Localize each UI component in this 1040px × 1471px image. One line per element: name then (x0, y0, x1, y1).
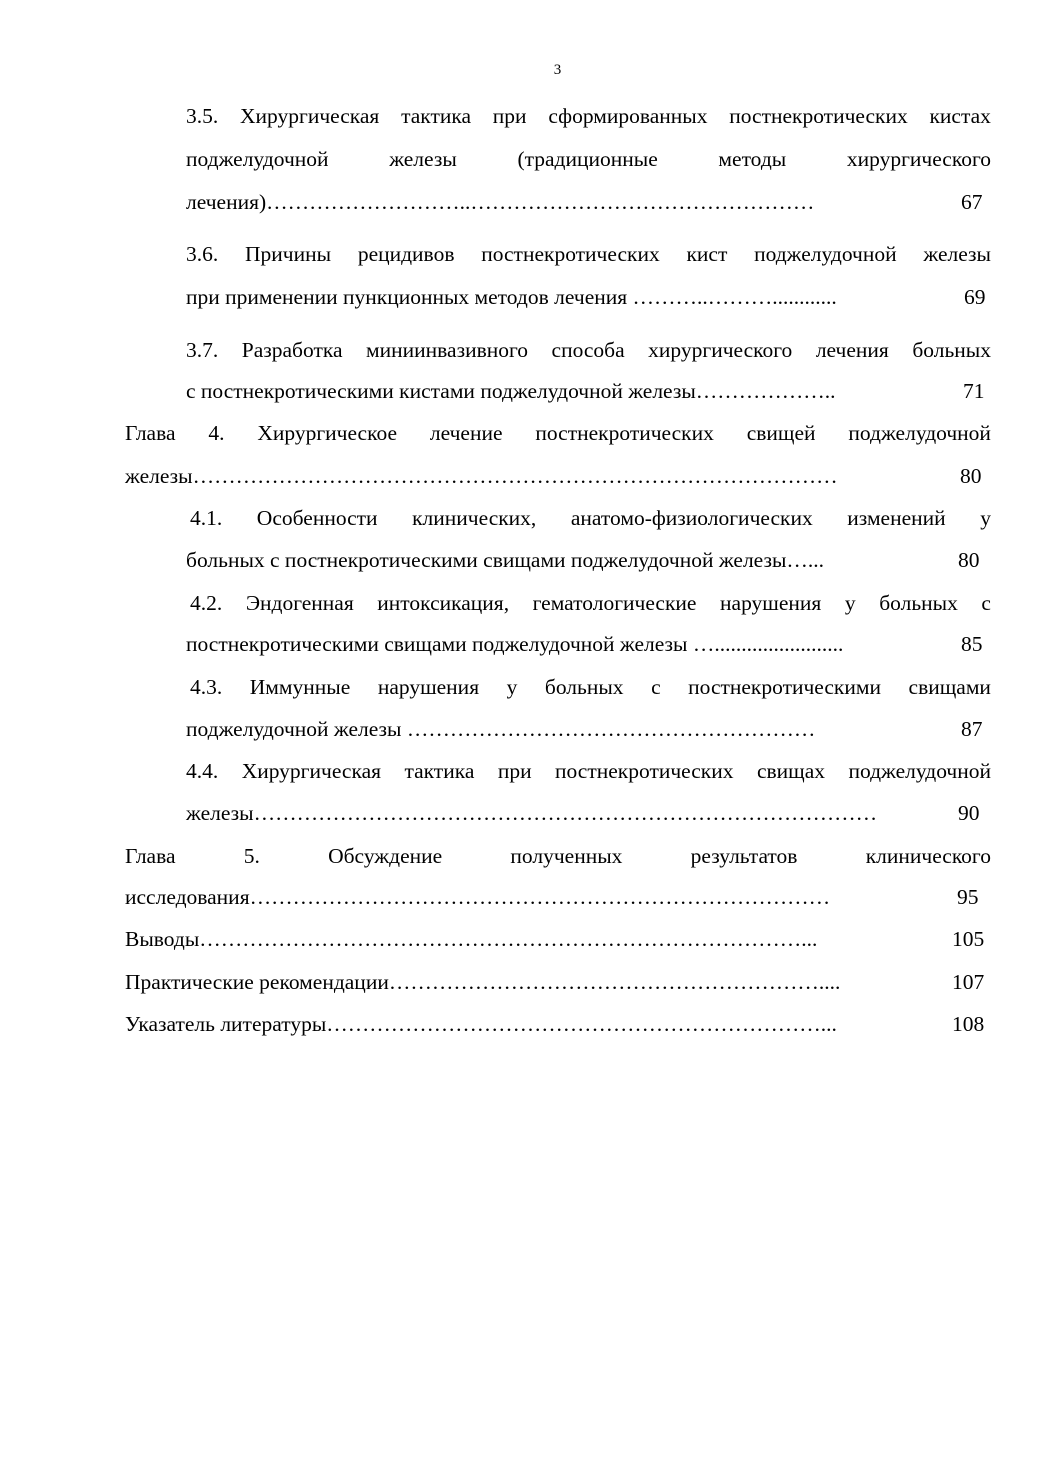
toc-chapter-5-leader: исследования……………………………………………………………………… (125, 885, 831, 909)
word: 3.5. (186, 104, 219, 128)
word: железы (389, 147, 457, 171)
word: методы (718, 147, 787, 171)
toc-entry-3-6-leader: при применении пункционных методов лечения ………..………............ (186, 285, 837, 309)
toc-conclusions-page: 105 (952, 927, 985, 951)
word: постнекротических (555, 759, 734, 783)
word: свищей (746, 421, 816, 445)
word: свищах (756, 759, 825, 783)
word: Хирургическая (241, 759, 381, 783)
word: 4. (208, 421, 225, 445)
word: с (651, 675, 661, 699)
toc-chapter-5-line-1 (125, 843, 991, 869)
toc-entry-4-4-line-1 (186, 758, 991, 784)
word: клинических, (412, 506, 537, 530)
word: (традиционные (517, 147, 658, 171)
word: клинического (865, 844, 991, 868)
word: больных (879, 591, 958, 615)
toc-recommendations-page: 107 (952, 970, 985, 994)
toc-entry-4-3-line-1 (190, 674, 991, 700)
word: нарушения (377, 675, 480, 699)
word: Обсуждение (328, 844, 443, 868)
word: сформированных (548, 104, 708, 128)
word: способа (551, 338, 625, 362)
word: Хирургическое (257, 421, 398, 445)
word: Эндогенная (245, 591, 354, 615)
toc-references-page: 108 (952, 1012, 985, 1036)
word: больных (544, 675, 624, 699)
toc-entry-3-5-line-2 (186, 146, 991, 172)
word: Иммунные (249, 675, 351, 699)
toc-entry-4-4-page: 90 (958, 801, 980, 825)
word: лечение (429, 421, 503, 445)
word: интоксикация, (377, 591, 510, 615)
toc-entry-3-6-line-1 (186, 241, 991, 267)
word: 3.7. (186, 338, 219, 362)
word: постнекротическими (688, 675, 881, 699)
word: железы (923, 242, 991, 266)
word: Особенности (256, 506, 378, 530)
word: лечения (815, 338, 889, 362)
word: рецидивов (357, 242, 455, 266)
word: 4.1. (190, 506, 223, 530)
word: с (981, 591, 991, 615)
toc-entry-3-7-page: 71 (963, 379, 985, 403)
toc-entry-4-3-page: 87 (961, 717, 983, 741)
toc-entry-4-2-line-1 (190, 590, 991, 616)
word: поджелудочной (754, 242, 897, 266)
word: 3.6. (186, 242, 219, 266)
word: при (497, 759, 532, 783)
word: гематологические (532, 591, 697, 615)
toc-chapter-4-leader: железы……………………………………………………………………………… (125, 464, 838, 488)
word: постнекротических (535, 421, 714, 445)
word: при (492, 104, 527, 128)
toc-recommendations-leader: Практические рекомендации…………………………………………………….... (125, 970, 841, 994)
word: изменений (847, 506, 946, 530)
word: Хирургическая (240, 104, 380, 128)
word: кист (686, 242, 728, 266)
toc-chapter-5-page: 95 (957, 885, 979, 909)
toc-entry-4-3-leader: поджелудочной железы ………………………………………………… (186, 717, 816, 741)
word: анатомо-физиологических (570, 506, 813, 530)
word: Глава (125, 844, 176, 868)
word: полученных (510, 844, 623, 868)
word: поджелудочной (848, 759, 991, 783)
toc-chapter-4-page: 80 (960, 464, 982, 488)
word: у (844, 591, 856, 615)
word: тактика (404, 759, 475, 783)
word: Разработка (241, 338, 343, 362)
page-number: 3 (553, 62, 562, 78)
toc-entry-4-2-page: 85 (961, 632, 983, 656)
toc-entry-3-5-line-1 (186, 103, 991, 129)
toc-chapter-4-line-1 (125, 420, 991, 446)
word: поджелудочной (186, 147, 329, 171)
word: постнекротических (729, 104, 908, 128)
toc-entry-3-7-line-1 (186, 337, 991, 363)
toc-entry-4-4-leader: железы…………………………………………………………………………… (186, 801, 878, 825)
word: у (980, 506, 991, 530)
toc-entry-3-7-leader: с постнекротическими кистами поджелудочной железы……………….. (186, 379, 836, 403)
word: свищами (908, 675, 991, 699)
word: 5. (243, 844, 260, 868)
toc-entry-4-1-line-1 (190, 505, 991, 531)
toc-entry-3-5-leader: лечения)………………………..………………………………………… (186, 190, 815, 214)
word: 4.4. (186, 759, 219, 783)
word: постнекротических (481, 242, 660, 266)
toc-conclusions-leader: Выводы…………………………………………………………………………... (125, 927, 818, 951)
word: кистах (929, 104, 991, 128)
word: Причины (245, 242, 332, 266)
toc-entry-3-5-page: 67 (961, 190, 983, 214)
word: хирургического (648, 338, 793, 362)
word: 4.2. (190, 591, 223, 615)
toc-entry-4-1-leader: больных с постнекротическими свищами поджелудочной железы…... (186, 548, 825, 572)
word: нарушения (720, 591, 822, 615)
word: у (506, 675, 518, 699)
toc-references-leader: Указатель литературы……………………………………………………………... (125, 1012, 837, 1036)
toc-entry-4-1-page: 80 (958, 548, 980, 572)
toc-entry-3-6-page: 69 (964, 285, 986, 309)
word: миниинвазивного (366, 338, 529, 362)
word: 4.3. (190, 675, 223, 699)
toc-entry-4-2-leader: постнекротическими свищами поджелудочной железы …........................ (186, 632, 844, 656)
word: хирургического (846, 147, 991, 171)
word: тактика (401, 104, 472, 128)
word: результатов (690, 844, 798, 868)
word: поджелудочной (848, 421, 991, 445)
word: Глава (125, 421, 176, 445)
word: больных (912, 338, 991, 362)
